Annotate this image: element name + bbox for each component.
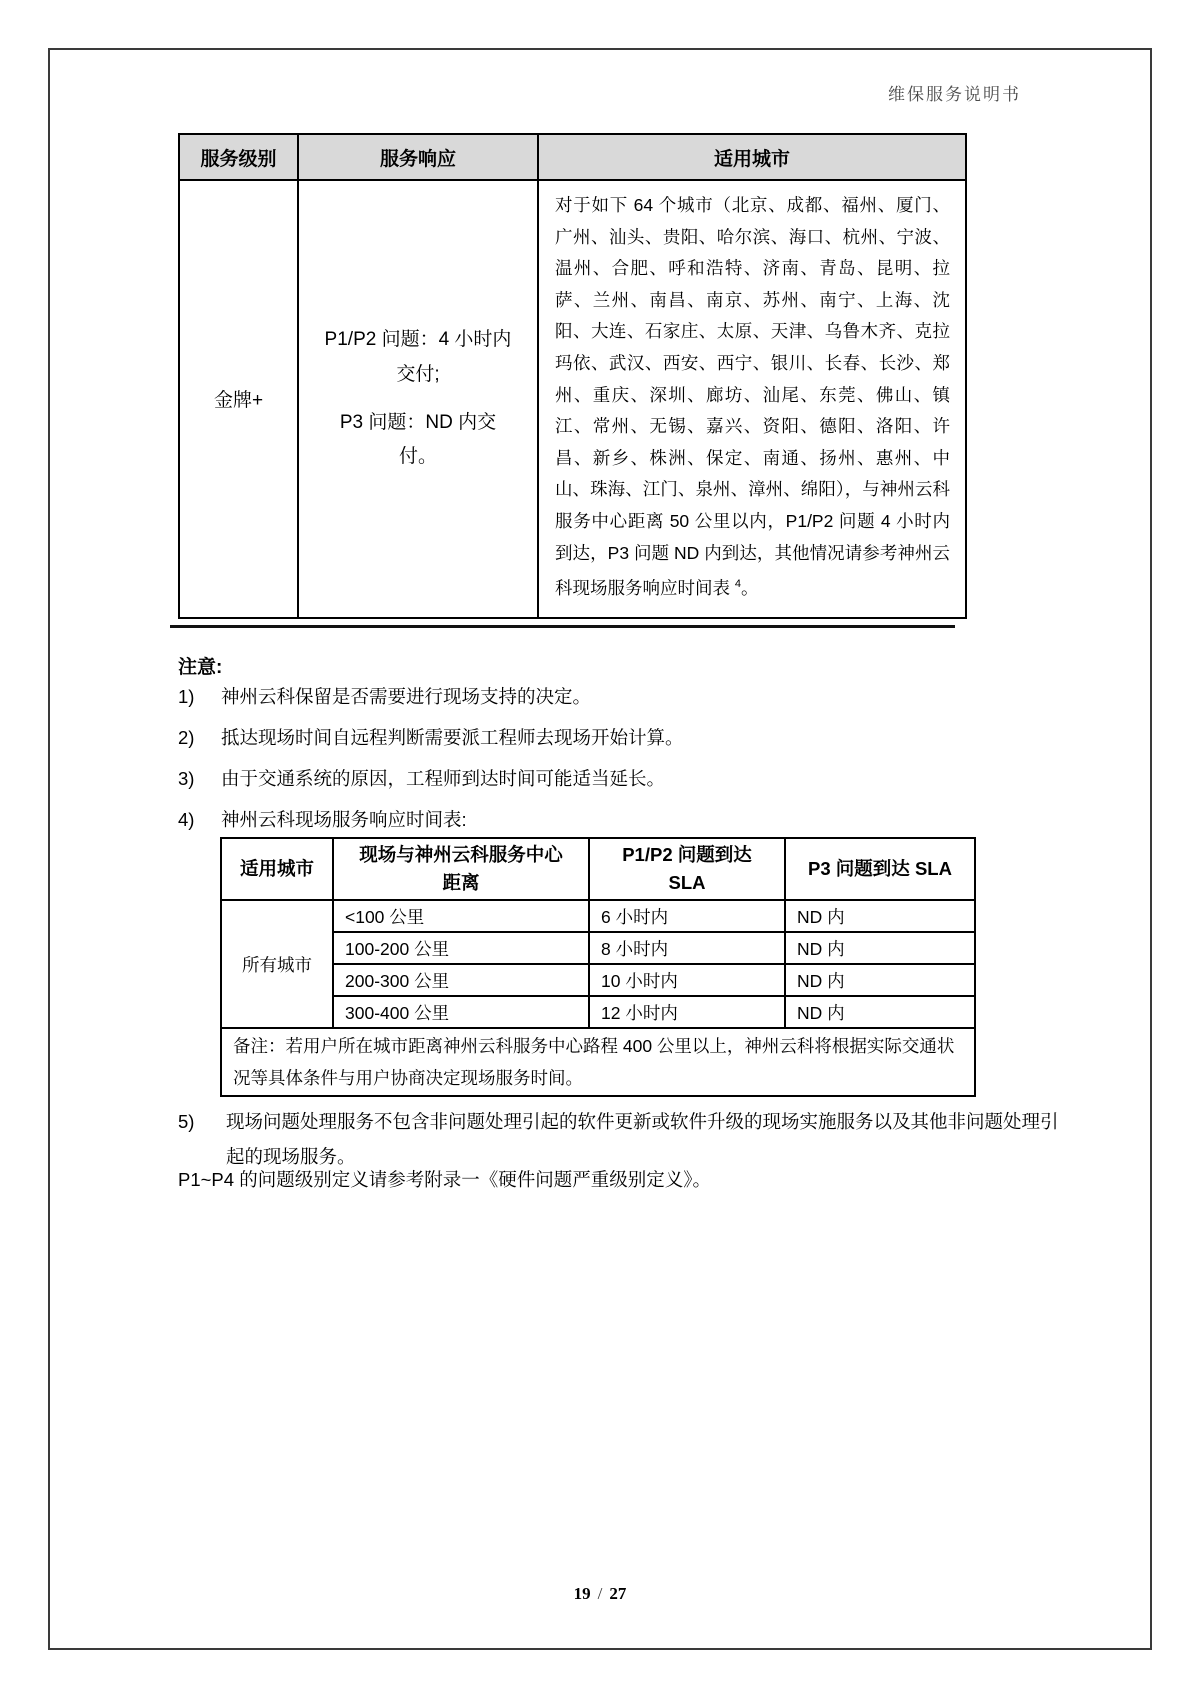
cell-service-level: 金牌+ xyxy=(179,180,298,618)
note-number: 1) xyxy=(178,686,195,707)
page-number-total: 27 xyxy=(609,1584,627,1603)
note-item-4 xyxy=(178,807,998,833)
table-row xyxy=(221,900,975,932)
cell-remark: 备注：若用户所在城市距离神州云科服务中心路程 400 公里以上，神州云科将根据实际交通状况等具体条件与用户协商决定现场服务时间。 xyxy=(221,1028,975,1096)
col-header-applicable-cities: 适用城市 xyxy=(538,134,966,180)
cities-text: 对于如下 64 个城市（北京、成都、福州、厦门、广州、汕头、贵阳、哈尔滨、海口、杭州、宁波、温州、合肥、呼和浩特、济南、青岛、昆明、拉萨、兰州、南昌、南京、苏州、南宁、上海、沈阳、大连、石家庄、太原、天津、乌鲁木齐、克拉玛依、武汉、西安、西宁、银川、长春、长沙、郑州、重庆、深圳、廊坊、汕尾、东莞、佛山、镇江、常州、无锡、嘉兴、资阳、德阳、洛阳、许昌、新乡、株洲、保定、南通、扬州、惠州、中山、珠海、江门、泉州、漳州、绵阳），与神州云科服务中心距离 50 公里以内，P1/P2 问题 4 小时内到达，P3 问题 ND 内到达，其他情况请参考神州云科现场服务响应时间表 xyxy=(555,195,950,598)
section-divider xyxy=(170,625,955,628)
service-table-header-row xyxy=(179,134,966,180)
note-item-3 xyxy=(178,766,998,792)
note-number: 3) xyxy=(178,768,195,789)
service-level-table xyxy=(178,133,967,619)
cell-p3-sla: ND 内 xyxy=(785,964,975,996)
cell-city-scope: 所有城市 xyxy=(221,900,333,1028)
cell-distance: 200-300 公里 xyxy=(333,964,589,996)
closing-paragraph: P1~P4 的问题级别定义请参考附录一《硬件问题严重级别定义》。 xyxy=(178,1169,711,1190)
document-header-title: 维保服务说明书 xyxy=(888,85,1021,104)
cell-service-response xyxy=(298,180,538,618)
note-item-2 xyxy=(178,725,998,751)
cell-distance: 100-200 公里 xyxy=(333,932,589,964)
note-number: 5) xyxy=(178,1111,195,1132)
remark-row xyxy=(221,1028,975,1096)
note-item-5 xyxy=(178,1104,1060,1174)
note-text: 神州云科保留是否需要进行现场支持的决定。 xyxy=(221,686,592,707)
cell-p1p2-sla: 10 小时内 xyxy=(589,964,785,996)
cell-distance: <100 公里 xyxy=(333,900,589,932)
table-row xyxy=(221,996,975,1028)
table-row xyxy=(221,964,975,996)
cell-p1p2-sla: 6 小时内 xyxy=(589,900,785,932)
cell-applicable-cities xyxy=(538,180,966,618)
cell-p3-sla: ND 内 xyxy=(785,932,975,964)
footnote-ref-4: 4 xyxy=(734,578,741,591)
response-table-header-row xyxy=(221,838,975,900)
note-text: 神州云科现场服务响应时间表: xyxy=(221,809,467,830)
note-text: 由于交通系统的原因，工程师到达时间可能适当延长。 xyxy=(221,768,666,789)
col-header-distance: 现场与神州云科服务中心 距离 xyxy=(333,838,589,900)
page-number-separator: / xyxy=(597,1584,603,1603)
cell-p3-sla: ND 内 xyxy=(785,996,975,1028)
page-number xyxy=(0,1584,1200,1604)
col-header-city-scope: 适用城市 xyxy=(221,838,333,900)
col-header-service-response: 服务响应 xyxy=(298,134,538,180)
table-row xyxy=(221,932,975,964)
note-text: 现场问题处理服务不包含非问题处理引起的软件更新或软件升级的现场实施服务以及其他非问题处理引起的现场服务。 xyxy=(226,1111,1059,1167)
page-number-current: 19 xyxy=(573,1584,591,1603)
cell-p1p2-sla: 8 小时内 xyxy=(589,932,785,964)
service-table-row-gold-plus xyxy=(179,180,966,618)
cities-end-punct: 。 xyxy=(741,577,759,598)
col-header-service-level: 服务级别 xyxy=(179,134,298,180)
cell-p3-sla: ND 内 xyxy=(785,900,975,932)
note-number: 4) xyxy=(178,809,195,830)
response-p3: P3 问题：ND 内交付。 xyxy=(339,411,497,467)
note-item-1 xyxy=(178,684,998,710)
notes-list xyxy=(178,684,998,848)
cell-p1p2-sla: 12 小时内 xyxy=(589,996,785,1028)
col-header-p3-sla: P3 问题到达 SLA xyxy=(785,838,975,900)
notes-heading: 注意: xyxy=(178,657,223,678)
cell-distance: 300-400 公里 xyxy=(333,996,589,1028)
note-text: 抵达现场时间自远程判断需要派工程师去现场开始计算。 xyxy=(221,727,684,748)
response-p1p2: P1/P2 问题：4 小时内交付; xyxy=(324,329,512,385)
col-header-p1p2-sla: P1/P2 问题到达 SLA xyxy=(589,838,785,900)
onsite-response-time-table xyxy=(220,837,976,1097)
note-number: 2) xyxy=(178,727,195,748)
